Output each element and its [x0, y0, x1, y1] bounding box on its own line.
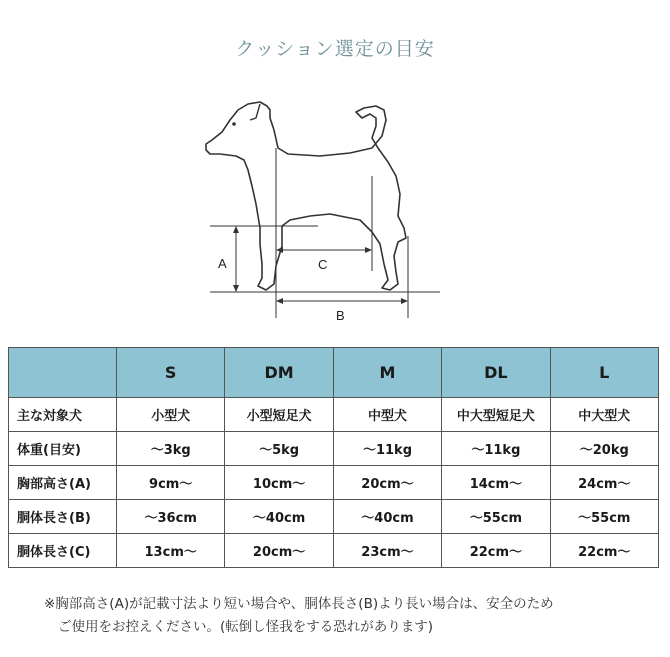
row-label: 体重(目安) — [9, 432, 117, 466]
table-cell: 13cm〜 — [117, 534, 225, 568]
page-title: クッション選定の目安 — [235, 38, 435, 60]
table-cell: 〜20kg — [550, 432, 658, 466]
col-header-m: M — [333, 348, 441, 398]
label-c: C — [318, 257, 328, 272]
table-cell: 10cm〜 — [225, 466, 333, 500]
label-a: A — [218, 256, 227, 271]
table-row — [9, 534, 659, 568]
table-row — [9, 432, 659, 466]
table-row — [9, 500, 659, 534]
row-label: 胸部高さ(A) — [9, 466, 117, 500]
table-cell: 中大型短足犬 — [442, 398, 550, 432]
note-line-1: ※胸部高さ(A)が記載寸法より短い場合や、胴体長さ(B)より長い場合は、安全のため — [44, 596, 554, 612]
table-row — [9, 466, 659, 500]
table-cell: 14cm〜 — [442, 466, 550, 500]
row-label: 主な対象犬 — [9, 398, 117, 432]
table-cell: 小型犬 — [117, 398, 225, 432]
table-cell: 〜5kg — [225, 432, 333, 466]
col-header-dm: DM — [225, 348, 333, 398]
table-cell: 〜55cm — [442, 500, 550, 534]
table-cell: 〜11kg — [442, 432, 550, 466]
table-cell: 20cm〜 — [225, 534, 333, 568]
col-header-dl: DL — [442, 348, 550, 398]
table-cell: 〜55cm — [550, 500, 658, 534]
table-cell: 小型短足犬 — [225, 398, 333, 432]
table-cell: 〜40cm — [333, 500, 441, 534]
table-cell: 〜3kg — [117, 432, 225, 466]
table-cell: 22cm〜 — [550, 534, 658, 568]
table-cell: 〜36cm — [117, 500, 225, 534]
size-header-row — [9, 348, 659, 398]
dog-ear — [250, 104, 260, 120]
table-cell: 23cm〜 — [333, 534, 441, 568]
dog-eye — [232, 122, 236, 126]
table-cell: 22cm〜 — [442, 534, 550, 568]
table-cell: 9cm〜 — [117, 466, 225, 500]
table-cell: 〜40cm — [225, 500, 333, 534]
note-line-2: ご使用をお控えください。(転倒し怪我をする恐れがあります) — [58, 619, 434, 635]
size-table — [8, 347, 659, 568]
table-cell: 中大型犬 — [550, 398, 658, 432]
table-cell: 〜11kg — [333, 432, 441, 466]
row-label: 胴体長さ(B) — [9, 500, 117, 534]
table-row — [9, 398, 659, 432]
label-b: B — [336, 308, 345, 323]
row-label: 胴体長さ(C) — [9, 534, 117, 568]
col-header-s: S — [117, 348, 225, 398]
col-header-l: L — [550, 348, 658, 398]
caution-note — [44, 593, 654, 639]
table-cell: 24cm〜 — [550, 466, 658, 500]
table-cell: 中型犬 — [333, 398, 441, 432]
table-corner — [9, 348, 117, 398]
dog-measurement-diagram — [200, 96, 440, 326]
table-cell: 20cm〜 — [333, 466, 441, 500]
